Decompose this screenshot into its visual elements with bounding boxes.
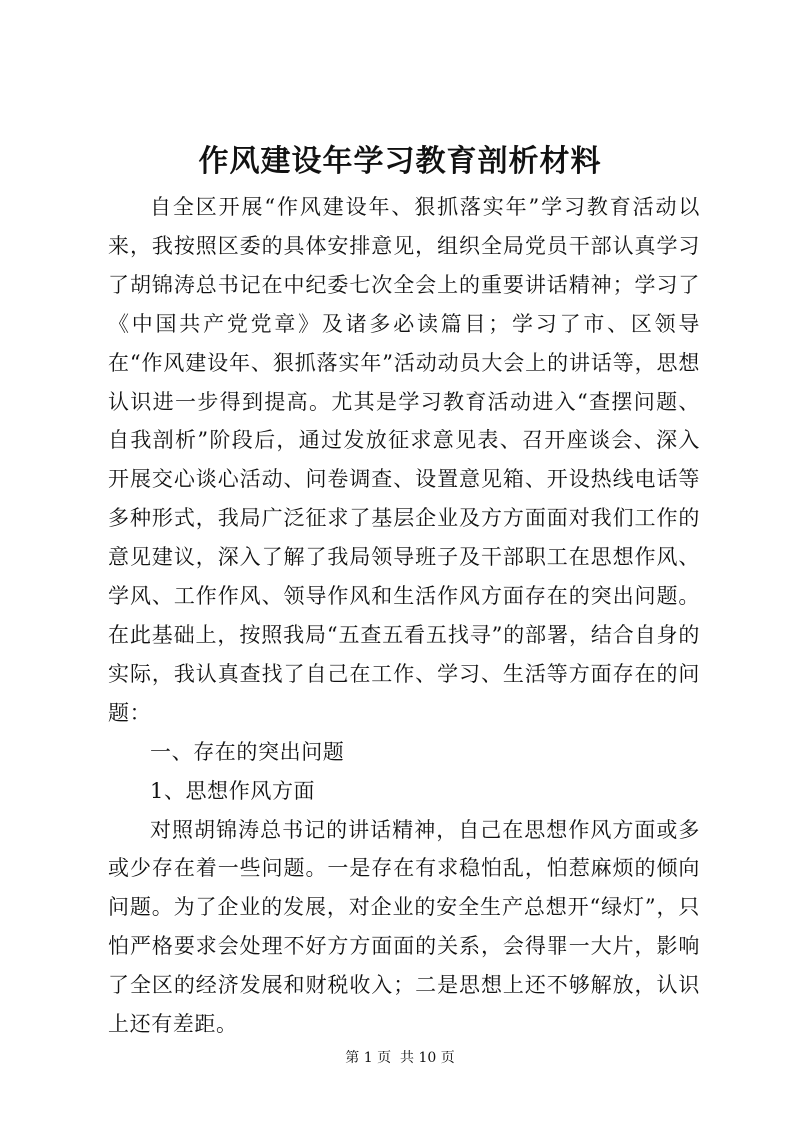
section-heading: 一、存在的突出问题 — [150, 739, 345, 764]
body-paragraph: 对照胡锦涛总书记的讲话精神，自己在思想作风方面或多或少存在着一些问题。一是存在有求稳怕乱，怕惹麻烦的倾向问题。为了企业的发展，对企业的安全生产总想开“绿灯”，只怕严格要求会处理不好方方面面的关系，会得罪一大片，影响了全区的经济发展和财税收入；二是思想上还不够解放，认识上还有差距。 — [108, 817, 700, 1037]
page-footer — [0, 1048, 800, 1068]
page-number-label: 第 1 页 共 10 页 — [345, 1050, 455, 1066]
document-body — [108, 188, 700, 1044]
document-title: 作风建设年学习教育剖析材料 — [198, 144, 602, 179]
intro-paragraph: 自全区开展“作风建设年、狠抓落实年”学习教育活动以来，我按照区委的具体安排意见，组织全局党员干部认真学习了胡锦涛总书记在中纪委七次全会上的重要讲话精神；学习了《中国共产党党章》及诸多必读篇目；学习了市、区领导在“作风建设年、狠抓落实年”活动动员大会上的讲话等，思想认识进一步得到提高。尤其是学习教育活动进入“查摆问题、自我剖析”阶段后，通过发放征求意见表、召开座谈会、深入开展交心谈心活动、问卷调查、设置意见箱、开设热线电话等多种形式，我局广泛征求了基层企业及方方面面对我们工作的意见建议，深入了解了我局领导班子及干部职工在思想作风、学风、工作作风、领导作风和生活作风方面存在的突出问题。在此基础上，按照我局“五查五看五找寻”的部署，结合自身的实际，我认真查找了自己在工作、学习、生活等方面存在的问题： — [108, 195, 700, 725]
subsection-heading: 1、思想作风方面 — [150, 778, 316, 803]
